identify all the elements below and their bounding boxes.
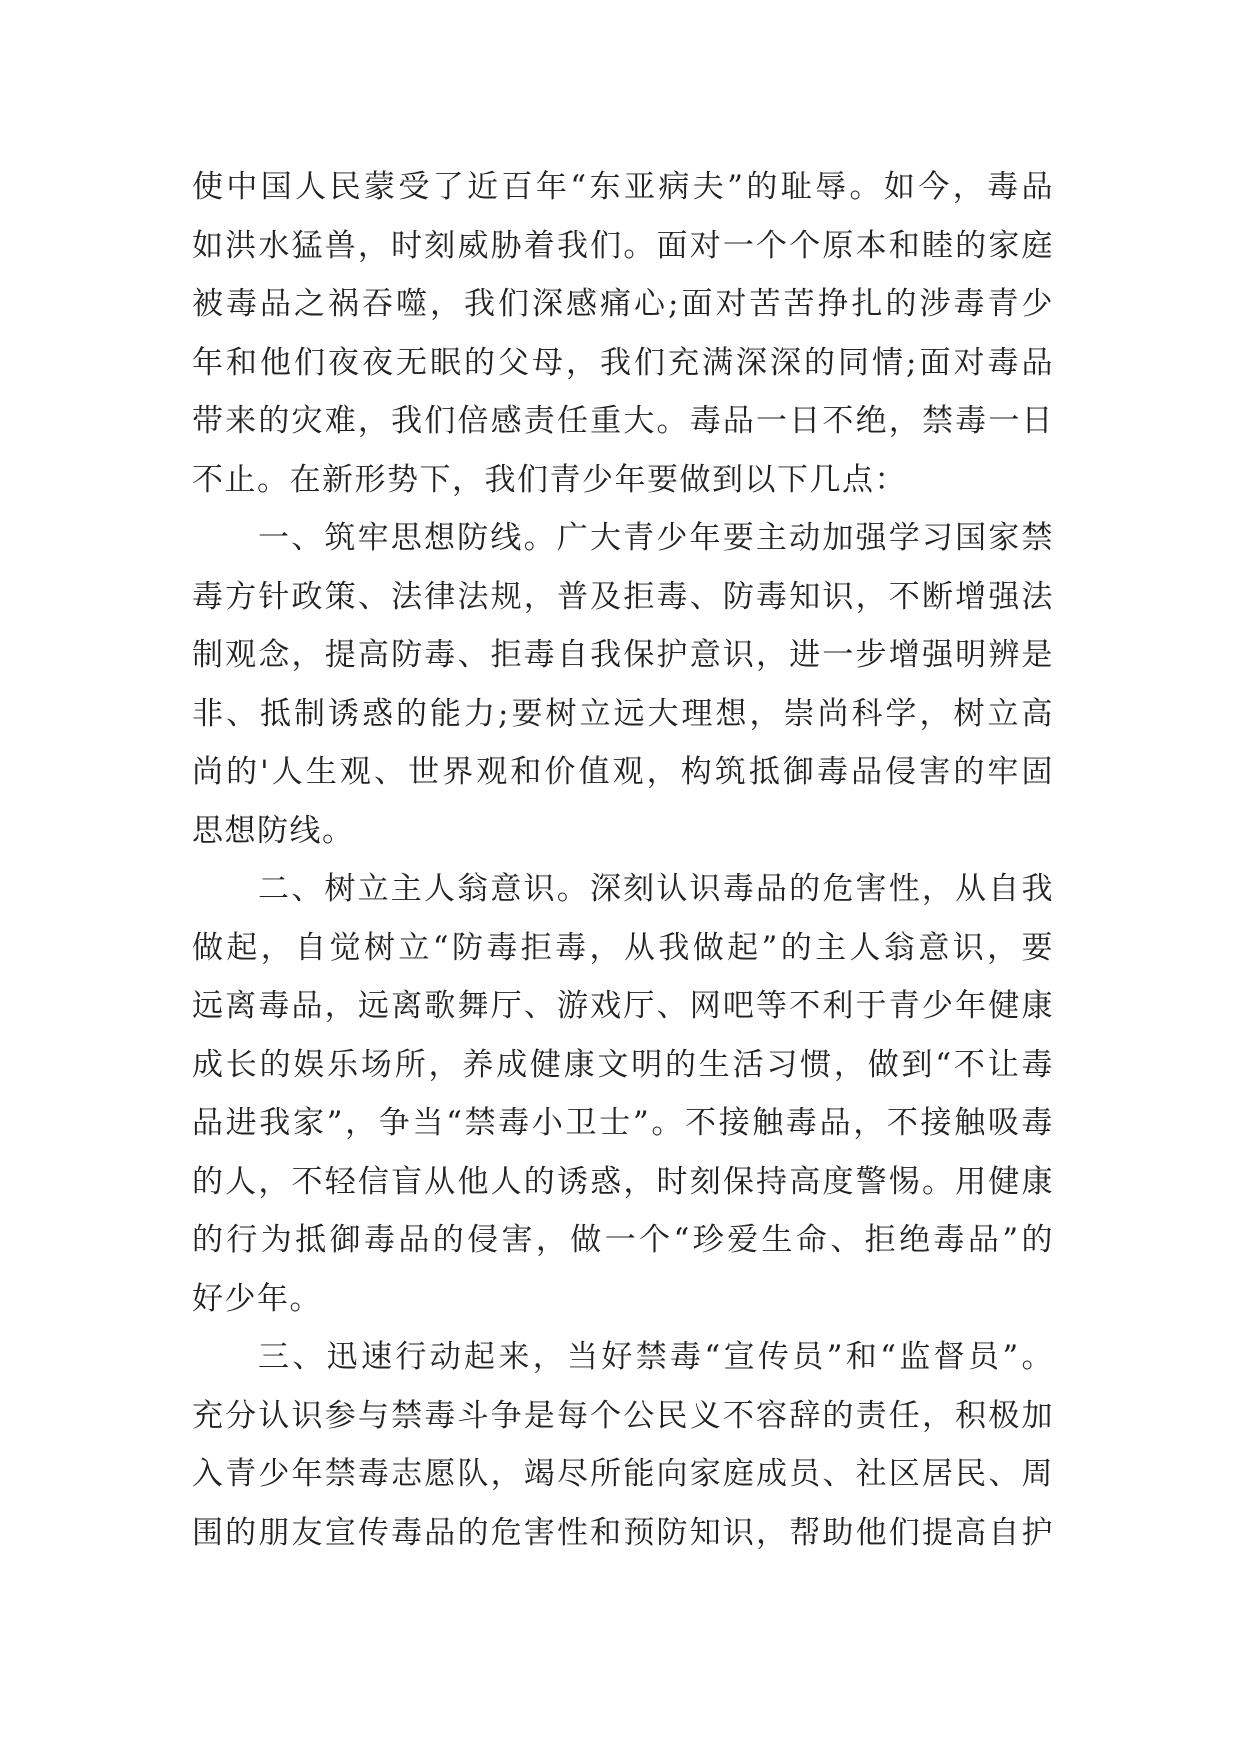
text-line: 带来的灾难，我们倍感责任重大。毒品一日不绝，禁毒一日 — [192, 403, 1054, 439]
text-line: 好少年。 — [192, 1280, 322, 1317]
text-line: 制观念，提高防毒、拒毒自我保护意识，进一步增强明辨是 — [192, 637, 1054, 673]
text-line: 毒方针政策、法律法规，普及拒毒、防毒知识，不断增强法 — [192, 578, 1054, 615]
text-line: 入青少年禁毒志愿队，竭尽所能向家庭成员、社区居民、周 — [192, 1456, 1054, 1492]
text-line: 充分认识参与禁毒斗争是每个公民义不容辞的责任，积极加 — [192, 1397, 1054, 1434]
text-line: 年和他们夜夜无眠的父母，我们充满深深的同情;面对毒品 — [192, 344, 1054, 381]
text-line: 尚的'人生观、世界观和价值观，构筑抵御毒品侵害的牢固 — [192, 754, 1054, 790]
text-line: 的行为抵御毒品的侵害，做一个“珍爱生命、拒绝毒品”的 — [192, 1222, 1054, 1258]
text-line: 思想防线。 — [192, 812, 355, 849]
text-line: 品进我家”，争当“禁毒小卫士”。不接触毒品，不接触吸毒 — [192, 1105, 1054, 1141]
text-line: 一、筑牢思想防线。广大青少年要主动加强学习国家禁 — [258, 520, 1054, 556]
text-line: 三、迅速行动起来，当好禁毒“宣传员”和“监督员”。 — [258, 1339, 1054, 1375]
text-line: 远离毒品，远离歌舞厅、游戏厅、网吧等不利于青少年健康 — [192, 988, 1054, 1024]
text-line: 的人，不轻信盲从他人的诱惑，时刻保持高度警惕。用健康 — [192, 1163, 1054, 1200]
text-line: 如洪水猛兽，时刻威胁着我们。面对一个个原本和睦的家庭 — [192, 227, 1054, 264]
document-body — [192, 158, 1054, 1562]
text-line: 非、抵制诱惑的能力;要树立远大理想，崇尚科学，树立高 — [192, 695, 1054, 732]
paragraph-point-one — [192, 509, 1054, 860]
text-line: 被毒品之祸吞噬，我们深感痛心;面对苦苦挣扎的涉毒青少 — [192, 286, 1054, 322]
text-line: 使中国人民蒙受了近百年“东亚病夫”的耻辱。如今，毒品 — [192, 169, 1054, 205]
paragraph-intro — [192, 158, 1054, 509]
text-line: 成长的娱乐场所，养成健康文明的生活习惯，做到“不让毒 — [192, 1046, 1054, 1083]
text-line: 二、树立主人翁意识。深刻认识毒品的危害性，从自我 — [258, 871, 1054, 907]
paragraph-point-three — [192, 1328, 1054, 1562]
text-line: 做起，自觉树立“防毒拒毒，从我做起”的主人翁意识，要 — [192, 929, 1054, 966]
text-line: 不止。在新形势下，我们青少年要做到以下几点： — [192, 461, 907, 498]
text-line: 围的朋友宣传毒品的危害性和预防知识，帮助他们提高自护 — [192, 1514, 1054, 1551]
paragraph-point-two — [192, 860, 1054, 1328]
